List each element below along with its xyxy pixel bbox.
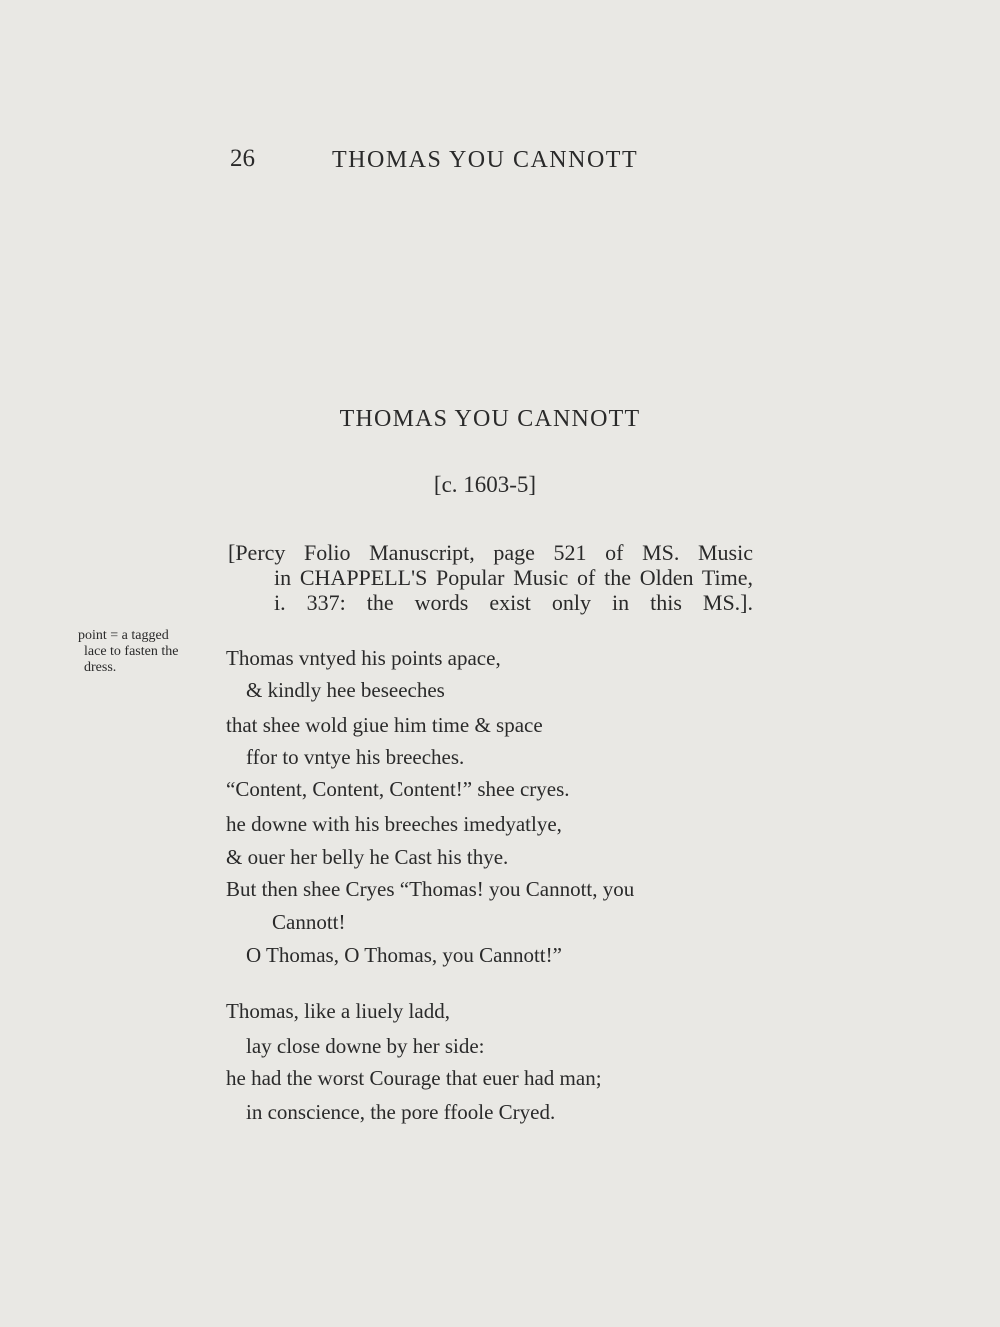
- verse-line: lay close downe by her side:: [246, 1034, 485, 1058]
- poem-title: THOMAS YOU CANNOTT: [339, 406, 641, 432]
- verse-line: O Thomas, O Thomas, you Cannott!”: [246, 943, 562, 967]
- source-note-line: i. 337: the words exist only in this MS.].: [274, 590, 753, 615]
- verse-line: But then shee Cryes “Thomas! you Cannott, you: [226, 877, 635, 901]
- verse-line: Thomas, like a liuely ladd,: [226, 999, 450, 1023]
- gloss-line: lace to fasten the: [84, 644, 179, 659]
- verse-line: in conscience, the pore ffoole Cryed.: [246, 1100, 556, 1124]
- source-note: [228, 540, 753, 615]
- running-title: THOMAS YOU CANNOTT: [332, 147, 639, 173]
- running-head: [230, 145, 750, 185]
- poem-date: [c. 1603-5]: [433, 472, 537, 497]
- margin-gloss: [78, 628, 216, 676]
- source-note-line: in CHAPPELL'S Popular Music of the Olden Time,: [274, 565, 753, 590]
- gloss-line: point = a tagged: [78, 628, 169, 643]
- verse-line: he had the worst Courage that euer had man;: [226, 1066, 602, 1090]
- verse-line: & kindly hee beseeches: [246, 678, 445, 702]
- page-number: 26: [230, 145, 255, 172]
- source-note-line: [Percy Folio Manuscript, page 521 of MS. Music: [228, 540, 753, 565]
- gloss-line: dress.: [84, 660, 117, 675]
- verse-line: that shee wold giue him time & space: [226, 713, 543, 737]
- verse-line: he downe with his breeches imedyatlye,: [226, 812, 562, 836]
- verse-line: Thomas vntyed his points apace,: [226, 646, 501, 670]
- verse-line: & ouer her belly he Cast his thye.: [226, 845, 509, 869]
- verse-line: Cannott!: [272, 910, 346, 934]
- verse-line: ffor to vntye his breeches.: [246, 745, 465, 769]
- verse-line: “Content, Content, Content!” shee cryes.: [226, 777, 570, 801]
